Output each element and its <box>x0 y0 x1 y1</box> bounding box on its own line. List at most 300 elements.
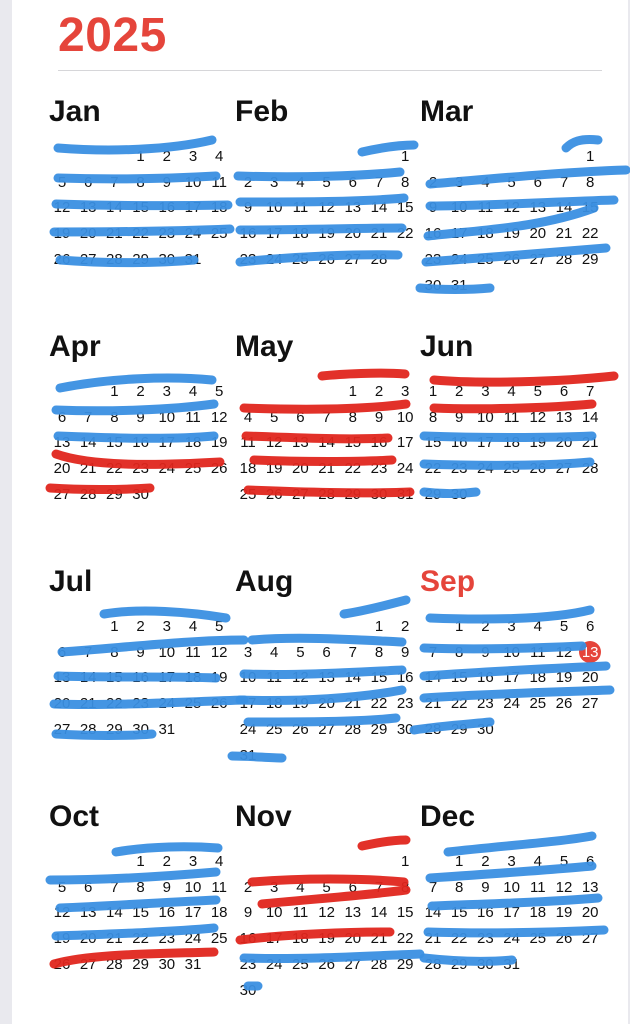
day-cell[interactable]: 10 <box>184 878 202 896</box>
day-cell[interactable]: 25 <box>210 930 228 948</box>
day-cell[interactable]: 15 <box>344 434 362 452</box>
day-cell[interactable]: 21 <box>370 225 388 243</box>
day-cell[interactable]: 22 <box>581 225 599 243</box>
day-cell[interactable]: 18 <box>184 434 202 452</box>
day-cell[interactable]: 17 <box>158 434 176 452</box>
day-cell[interactable]: 20 <box>53 460 71 478</box>
day-cell[interactable]: 14 <box>79 669 97 687</box>
day-cell[interactable]: 2 <box>243 878 253 896</box>
day-cell[interactable]: 23 <box>132 695 149 713</box>
day-cell[interactable]: 10 <box>503 643 520 661</box>
day-cell[interactable]: 13 <box>53 434 71 452</box>
day-cell[interactable]: 22 <box>370 695 388 713</box>
day-cell[interactable]: 17 <box>184 199 202 217</box>
year-title[interactable]: 2025 <box>58 9 167 62</box>
day-cell[interactable]: 27 <box>529 250 547 268</box>
day-cell[interactable]: 27 <box>581 930 599 948</box>
day-cell[interactable]: 6 <box>84 878 93 896</box>
day-cell[interactable]: 21 <box>106 930 123 948</box>
day-cell[interactable]: 10 <box>158 643 176 661</box>
day-cell[interactable]: 25 <box>292 955 309 973</box>
day-cell[interactable]: 23 <box>396 695 414 713</box>
day-cell[interactable]: 22 <box>106 460 123 478</box>
day-cell[interactable]: 19 <box>529 434 547 452</box>
day-cell[interactable]: 16 <box>450 434 468 452</box>
day-cell[interactable]: 7 <box>559 173 569 191</box>
day-cell[interactable]: 7 <box>84 643 93 661</box>
day-cell[interactable]: 12 <box>53 199 71 217</box>
day-cell[interactable]: 6 <box>586 853 595 870</box>
day-cell[interactable]: 10 <box>477 408 494 426</box>
day-cell[interactable]: 6 <box>559 383 569 400</box>
day-cell[interactable]: 27 <box>292 485 309 503</box>
day-cell[interactable]: 10 <box>239 669 257 687</box>
day-cell[interactable]: 1 <box>110 383 119 400</box>
day-cell[interactable]: 27 <box>79 250 97 268</box>
day-cell[interactable]: 7 <box>428 878 438 896</box>
day-cell[interactable]: 22 <box>424 460 442 478</box>
day-cell[interactable]: 2 <box>374 383 384 400</box>
day-cell[interactable]: 13 <box>555 408 573 426</box>
day-cell[interactable]: 3 <box>270 878 279 896</box>
day-cell[interactable]: 2 <box>162 853 171 870</box>
day-cell[interactable]: 2 <box>162 148 171 165</box>
day-cell[interactable]: 2 <box>136 383 145 400</box>
day-cell[interactable]: 5 <box>322 878 331 896</box>
day-cell[interactable]: 1 <box>136 148 145 165</box>
day-cell[interactable]: 20 <box>529 225 547 243</box>
day-cell[interactable]: 28 <box>344 720 362 738</box>
day-cell[interactable]: 2 <box>455 383 464 400</box>
day-cell[interactable]: 22 <box>450 930 468 948</box>
day-cell[interactable]: 16 <box>158 904 176 922</box>
day-cell[interactable]: 16 <box>477 904 494 922</box>
day-cell[interactable]: 1 <box>374 618 384 635</box>
day-cell[interactable]: 3 <box>188 853 198 870</box>
day-cell[interactable]: 9 <box>455 408 464 426</box>
day-cell[interactable]: 21 <box>424 930 442 948</box>
day-cell[interactable]: 15 <box>396 904 414 922</box>
day-cell[interactable]: 1 <box>348 383 357 400</box>
day-cell[interactable]: 15 <box>370 669 388 687</box>
day-cell[interactable]: 26 <box>292 720 309 738</box>
month-oct[interactable] <box>49 800 239 1020</box>
day-cell[interactable]: 12 <box>555 878 573 896</box>
day-cell[interactable]: 13 <box>344 904 362 922</box>
day-cell[interactable]: 2 <box>243 173 253 191</box>
day-cell[interactable]: 12 <box>210 408 228 426</box>
day-cell[interactable]: 14 <box>424 904 442 922</box>
day-cell[interactable]: 3 <box>401 383 410 400</box>
day-cell[interactable]: 6 <box>348 878 357 896</box>
day-cell[interactable]: 13 <box>292 434 309 452</box>
day-cell[interactable]: 23 <box>158 930 176 948</box>
day-cell[interactable]: 3 <box>507 618 516 635</box>
day-cell[interactable]: 26 <box>529 460 547 478</box>
day-cell[interactable]: 9 <box>162 173 171 191</box>
day-cell[interactable]: 22 <box>344 460 362 478</box>
day-cell[interactable]: 28 <box>318 485 335 503</box>
day-cell[interactable]: 30 <box>370 485 388 503</box>
day-cell[interactable]: 17 <box>450 225 468 243</box>
day-cell[interactable]: 2 <box>481 618 490 635</box>
day-cell[interactable]: 1 <box>586 148 595 165</box>
day-cell[interactable]: 24 <box>396 460 414 478</box>
day-cell[interactable]: 8 <box>401 878 410 896</box>
day-cell[interactable]: 23 <box>239 250 257 268</box>
day-cell[interactable]: 9 <box>243 199 253 217</box>
day-cell[interactable]: 4 <box>507 383 516 400</box>
day-cell[interactable]: 30 <box>424 276 442 294</box>
day-cell[interactable]: 25 <box>529 930 547 948</box>
day-cell[interactable]: 6 <box>84 173 93 191</box>
day-cell[interactable]: 27 <box>581 695 599 713</box>
day-cell[interactable]: 14 <box>370 199 388 217</box>
day-cell[interactable]: 27 <box>318 720 335 738</box>
day-cell[interactable]: 8 <box>455 878 464 896</box>
day-cell[interactable]: 28 <box>370 955 388 973</box>
day-cell[interactable]: 16 <box>239 225 257 243</box>
day-cell[interactable]: 18 <box>239 460 257 478</box>
day-cell[interactable]: 5 <box>215 618 224 635</box>
day-cell[interactable]: 6 <box>348 173 357 191</box>
day-cell[interactable]: 20 <box>53 695 71 713</box>
day-cell[interactable]: 29 <box>424 485 442 503</box>
day-cell[interactable]: 25 <box>503 460 520 478</box>
day-cell[interactable]: 16 <box>424 225 442 243</box>
day-cell[interactable]: 31 <box>184 955 202 973</box>
day-cell[interactable]: 19 <box>210 669 228 687</box>
day-cell[interactable]: 27 <box>79 955 97 973</box>
day-cell[interactable]: 20 <box>581 669 599 687</box>
day-cell[interactable]: 4 <box>215 148 224 165</box>
day-cell[interactable]: 31 <box>503 955 520 973</box>
day-cell[interactable]: 25 <box>292 250 309 268</box>
day-cell[interactable]: 7 <box>348 643 357 661</box>
day-cell[interactable]: 9 <box>428 199 438 217</box>
day-cell[interactable]: 29 <box>396 955 414 973</box>
day-cell[interactable]: 4 <box>533 853 542 870</box>
day-cell[interactable]: 5 <box>322 173 331 191</box>
day-cell[interactable]: 29 <box>344 485 362 503</box>
day-cell[interactable]: 22 <box>132 930 149 948</box>
day-cell[interactable]: 28 <box>424 720 442 738</box>
day-cell[interactable]: 9 <box>481 643 490 661</box>
day-cell[interactable]: 13 <box>79 904 97 922</box>
day-cell[interactable]: 12 <box>53 904 71 922</box>
day-cell[interactable]: 21 <box>555 225 573 243</box>
day-cell[interactable]: 19 <box>555 669 573 687</box>
day-cell[interactable]: 6 <box>586 618 595 635</box>
day-cell[interactable]: 19 <box>53 225 71 243</box>
month-feb[interactable] <box>235 95 425 315</box>
day-cell[interactable]: 8 <box>401 173 410 191</box>
day-cell[interactable]: 12 <box>210 643 228 661</box>
day-cell[interactable]: 25 <box>529 695 547 713</box>
day-cell[interactable]: 18 <box>292 225 309 243</box>
day-cell[interactable]: 31 <box>184 250 202 268</box>
day-cell[interactable]: 25 <box>239 485 257 503</box>
day-cell[interactable]: 18 <box>210 199 228 217</box>
month-mar[interactable] <box>420 95 610 315</box>
day-cell[interactable]: 4 <box>533 618 542 635</box>
day-cell[interactable]: 7 <box>322 408 331 426</box>
day-cell[interactable]: 16 <box>239 930 257 948</box>
day-cell[interactable]: 8 <box>348 408 357 426</box>
day-cell[interactable]: 10 <box>184 173 202 191</box>
day-cell[interactable]: 22 <box>106 695 123 713</box>
day-cell[interactable]: 15 <box>132 199 149 217</box>
day-cell[interactable]: 28 <box>79 720 97 738</box>
day-cell[interactable]: 24 <box>265 955 283 973</box>
day-cell[interactable]: 28 <box>424 955 442 973</box>
day-cell[interactable]: 21 <box>344 695 362 713</box>
day-cell[interactable]: 22 <box>396 930 414 948</box>
day-cell[interactable]: 9 <box>374 408 384 426</box>
day-cell[interactable]: 17 <box>239 695 257 713</box>
month-jul[interactable] <box>49 565 239 785</box>
day-cell[interactable]: 1 <box>110 618 119 635</box>
day-cell[interactable]: 26 <box>503 250 520 268</box>
day-cell[interactable]: 8 <box>110 408 119 426</box>
day-cell[interactable]: 28 <box>581 460 599 478</box>
day-cell[interactable]: 4 <box>296 173 305 191</box>
day-cell[interactable]: 1 <box>401 853 410 870</box>
day-cell[interactable]: 3 <box>455 173 464 191</box>
day-cell[interactable]: 4 <box>481 173 490 191</box>
day-cell[interactable]: 11 <box>477 199 494 217</box>
day-cell[interactable]: 5 <box>296 643 305 661</box>
day-cell[interactable]: 19 <box>53 930 71 948</box>
day-cell[interactable]: 19 <box>318 930 335 948</box>
day-cell[interactable]: 10 <box>450 199 468 217</box>
day-cell[interactable]: 21 <box>424 695 442 713</box>
day-cell[interactable]: 18 <box>184 669 202 687</box>
day-cell[interactable]: 11 <box>530 643 546 661</box>
day-cell[interactable]: 15 <box>106 669 123 687</box>
day-cell[interactable]: 19 <box>265 460 283 478</box>
day-cell[interactable]: 19 <box>503 225 520 243</box>
day-cell[interactable]: 7 <box>110 173 119 191</box>
day-cell[interactable]: 5 <box>507 173 516 191</box>
day-cell[interactable]: 14 <box>318 434 335 452</box>
day-cell[interactable]: 30 <box>239 981 257 999</box>
day-cell[interactable]: 16 <box>396 669 414 687</box>
day-cell[interactable]: 16 <box>132 434 149 452</box>
day-cell[interactable]: 26 <box>210 695 228 713</box>
day-cell[interactable]: 27 <box>53 720 71 738</box>
day-cell[interactable]: 13 <box>581 643 599 661</box>
day-cell[interactable]: 18 <box>265 695 283 713</box>
day-cell[interactable]: 11 <box>292 904 309 922</box>
day-cell[interactable]: 15 <box>450 669 468 687</box>
day-cell[interactable]: 8 <box>428 408 438 426</box>
day-cell[interactable]: 17 <box>503 904 520 922</box>
day-cell[interactable]: 8 <box>455 643 464 661</box>
day-cell[interactable]: 26 <box>210 460 228 478</box>
day-cell[interactable]: 14 <box>424 669 442 687</box>
day-cell[interactable]: 8 <box>110 643 119 661</box>
day-cell[interactable]: 2 <box>481 853 490 870</box>
day-cell[interactable]: 22 <box>450 695 468 713</box>
day-cell[interactable]: 8 <box>374 643 384 661</box>
day-cell[interactable]: 30 <box>158 250 176 268</box>
day-cell[interactable]: 11 <box>266 669 282 687</box>
day-cell[interactable]: 14 <box>555 199 573 217</box>
day-cell[interactable]: 7 <box>428 643 438 661</box>
day-cell[interactable]: 11 <box>185 643 201 661</box>
day-cell[interactable]: 17 <box>265 930 283 948</box>
day-cell[interactable]: 24 <box>184 930 202 948</box>
day-cell[interactable]: 4 <box>215 853 224 870</box>
day-cell[interactable]: 10 <box>265 904 283 922</box>
day-cell[interactable]: 21 <box>318 460 335 478</box>
day-cell[interactable]: 9 <box>243 904 253 922</box>
day-cell[interactable]: 25 <box>265 720 283 738</box>
day-cell[interactable]: 27 <box>555 460 573 478</box>
day-cell[interactable]: 3 <box>507 853 516 870</box>
day-cell[interactable]: 11 <box>211 173 227 191</box>
day-cell[interactable]: 3 <box>270 173 279 191</box>
day-cell[interactable]: 8 <box>136 173 145 191</box>
month-nov[interactable] <box>235 800 425 1020</box>
day-cell[interactable]: 7 <box>374 173 384 191</box>
day-cell[interactable]: 12 <box>555 643 573 661</box>
day-cell[interactable]: 7 <box>374 878 384 896</box>
day-cell[interactable]: 24 <box>265 250 283 268</box>
day-cell[interactable]: 11 <box>185 408 201 426</box>
day-cell[interactable]: 4 <box>243 408 253 426</box>
day-cell[interactable]: 24 <box>184 225 202 243</box>
day-cell[interactable]: 19 <box>318 225 335 243</box>
day-cell[interactable]: 23 <box>424 250 442 268</box>
day-cell[interactable]: 4 <box>188 618 198 635</box>
day-cell[interactable]: 29 <box>132 250 149 268</box>
day-cell[interactable]: 24 <box>239 720 257 738</box>
day-cell[interactable]: 3 <box>188 148 198 165</box>
day-cell[interactable]: 29 <box>581 250 599 268</box>
day-cell[interactable]: 20 <box>318 695 335 713</box>
day-cell[interactable]: 5 <box>533 383 542 400</box>
day-cell[interactable]: 15 <box>106 434 123 452</box>
day-cell[interactable]: 18 <box>529 904 547 922</box>
day-cell[interactable]: 23 <box>477 930 494 948</box>
day-cell[interactable]: 25 <box>184 460 202 478</box>
day-cell[interactable]: 15 <box>450 904 468 922</box>
day-cell[interactable]: 15 <box>424 434 442 452</box>
day-cell[interactable]: 22 <box>132 225 149 243</box>
month-may[interactable] <box>235 330 425 550</box>
day-cell[interactable]: 31 <box>158 720 176 738</box>
day-cell[interactable]: 21 <box>370 930 388 948</box>
day-cell[interactable]: 30 <box>450 485 468 503</box>
day-cell[interactable]: 24 <box>450 250 468 268</box>
day-cell[interactable]: 14 <box>106 904 123 922</box>
day-cell[interactable]: 2 <box>401 618 410 635</box>
day-cell[interactable]: 26 <box>318 250 335 268</box>
day-cell[interactable]: 25 <box>184 695 202 713</box>
day-cell[interactable]: 23 <box>370 460 388 478</box>
day-cell[interactable]: 2 <box>428 173 438 191</box>
day-cell[interactable]: 22 <box>396 225 414 243</box>
day-cell[interactable]: 27 <box>344 250 362 268</box>
day-cell[interactable]: 26 <box>555 695 573 713</box>
day-cell[interactable]: 24 <box>158 695 176 713</box>
day-cell[interactable]: 19 <box>555 904 573 922</box>
day-cell[interactable]: 10 <box>396 408 414 426</box>
day-cell[interactable]: 26 <box>53 955 71 973</box>
day-cell[interactable]: 15 <box>396 199 414 217</box>
day-cell[interactable]: 18 <box>210 904 228 922</box>
day-cell[interactable]: 24 <box>503 695 520 713</box>
day-cell[interactable]: 7 <box>110 878 119 896</box>
month-sep[interactable] <box>420 565 610 785</box>
month-jun[interactable] <box>420 330 610 550</box>
day-cell[interactable]: 18 <box>292 930 309 948</box>
day-cell[interactable]: 21 <box>106 225 123 243</box>
day-cell[interactable]: 23 <box>477 695 494 713</box>
day-cell[interactable]: 4 <box>188 383 198 400</box>
day-cell[interactable]: 12 <box>292 669 309 687</box>
day-cell[interactable]: 20 <box>344 225 362 243</box>
day-cell[interactable]: 28 <box>370 250 388 268</box>
day-cell[interactable]: 20 <box>555 434 573 452</box>
day-cell[interactable]: 11 <box>292 199 309 217</box>
day-cell[interactable]: 14 <box>344 669 362 687</box>
day-cell[interactable]: 10 <box>503 878 520 896</box>
day-cell[interactable]: 6 <box>296 408 305 426</box>
day-cell[interactable]: 13 <box>344 199 362 217</box>
day-cell[interactable]: 7 <box>84 408 93 426</box>
day-cell[interactable]: 30 <box>477 955 494 973</box>
day-cell[interactable]: 21 <box>79 460 97 478</box>
day-cell[interactable]: 5 <box>559 618 569 635</box>
day-cell[interactable]: 1 <box>428 383 438 400</box>
day-cell[interactable]: 24 <box>477 460 494 478</box>
day-cell[interactable]: 8 <box>586 173 595 191</box>
day-cell[interactable]: 3 <box>481 383 490 400</box>
day-cell[interactable]: 9 <box>136 408 145 426</box>
day-cell[interactable]: 14 <box>581 408 599 426</box>
day-cell[interactable]: 14 <box>79 434 97 452</box>
day-cell[interactable]: 12 <box>318 199 335 217</box>
day-cell[interactable]: 7 <box>586 383 595 400</box>
day-cell[interactable]: 18 <box>503 434 520 452</box>
day-cell[interactable]: 28 <box>79 485 97 503</box>
day-cell[interactable]: 14 <box>106 199 123 217</box>
day-cell[interactable]: 23 <box>158 225 176 243</box>
day-cell[interactable]: 23 <box>450 460 468 478</box>
day-cell[interactable]: 26 <box>555 930 573 948</box>
day-cell[interactable]: 4 <box>296 878 305 896</box>
day-cell[interactable]: 11 <box>211 878 227 896</box>
day-cell[interactable]: 31 <box>450 276 468 294</box>
day-cell[interactable]: 17 <box>396 434 414 452</box>
day-cell[interactable]: 26 <box>318 955 335 973</box>
day-cell[interactable]: 17 <box>158 669 176 687</box>
day-cell[interactable]: 24 <box>503 930 520 948</box>
day-cell[interactable]: 26 <box>53 250 71 268</box>
day-cell[interactable]: 20 <box>79 225 97 243</box>
day-cell[interactable]: 31 <box>396 485 414 503</box>
day-cell[interactable]: 30 <box>396 720 414 738</box>
day-cell[interactable]: 17 <box>477 434 494 452</box>
day-cell[interactable]: 8 <box>136 878 145 896</box>
day-cell[interactable]: 13 <box>318 669 335 687</box>
day-cell[interactable]: 6 <box>533 173 542 191</box>
day-cell[interactable]: 19 <box>210 434 228 452</box>
day-cell[interactable]: 12 <box>529 408 547 426</box>
